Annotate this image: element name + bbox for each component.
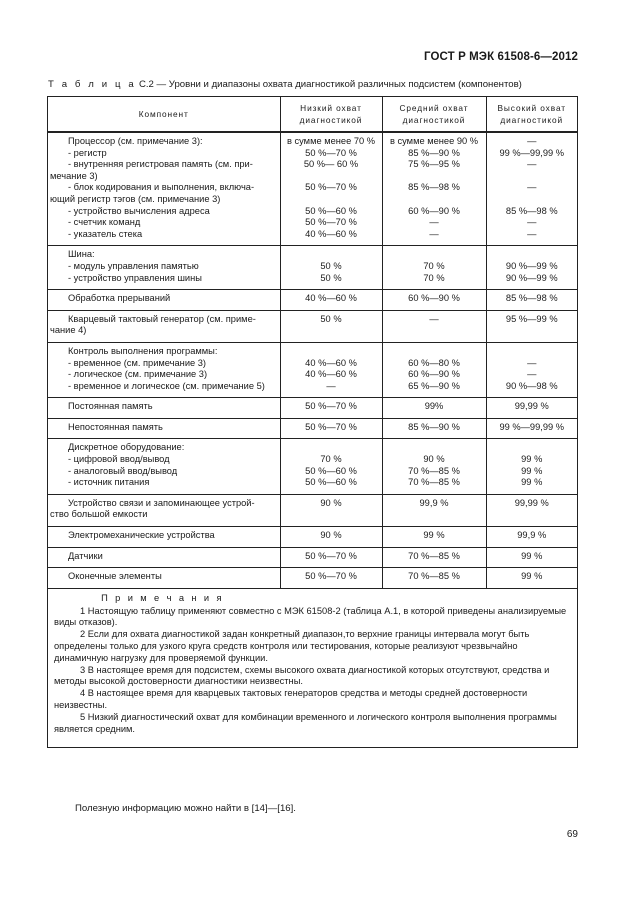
component-line: Кварцевый тактовый генератор (см. приме- <box>68 313 256 324</box>
coverage-value: — <box>326 380 336 391</box>
coverage-value: в сумме менее 70 % <box>286 136 376 146</box>
component-line: - модуль управления памятью <box>68 260 199 271</box>
coverage-value: 85 %—98 % <box>505 293 558 304</box>
coverage-value <box>283 325 380 337</box>
coverage-value: — <box>527 159 537 170</box>
coverage-value <box>385 171 484 183</box>
note-item: 1 Настоящую таблицу применяют совместно с МЭК 61508-2 (таблица А.1, в которой приведены анализируемые виды отказов). <box>54 605 567 628</box>
high-coverage-cell <box>486 547 577 568</box>
coverage-value: 65 %—90 % <box>408 380 460 391</box>
component-line: Датчики <box>68 550 103 561</box>
coverage-value: 85 %—98 % <box>408 182 460 193</box>
coverage-value: 75 %—95 % <box>408 159 460 170</box>
component-cell <box>48 439 280 494</box>
coverage-value <box>385 194 484 206</box>
table-caption <box>48 79 522 90</box>
coverage-value: 40 %—60 % <box>305 293 357 304</box>
coverage-value: 50 % <box>320 260 342 271</box>
component-line: - аналоговый ввод/вывод <box>68 465 178 476</box>
coverage-value: 99,99 % <box>514 497 549 508</box>
component-line: ющий регистр тэгов (см. примечание 3) <box>50 193 221 204</box>
coverage-value: 50 %—70 % <box>305 421 357 432</box>
high-coverage-cell <box>486 310 577 342</box>
coverage-value <box>385 249 484 261</box>
coverage-value <box>489 194 576 206</box>
notes-title: П р и м е ч а н и я <box>101 592 224 603</box>
component-line: - указатель стека <box>68 228 143 239</box>
coverage-value <box>489 249 576 261</box>
high-coverage-cell <box>486 132 577 246</box>
col-header-medium: Средний охват диагностикой <box>382 97 486 132</box>
component-line: чание 4) <box>50 325 87 336</box>
coverage-value: 50 %—60 % <box>305 477 357 488</box>
component-line: Непостоянная память <box>68 421 163 432</box>
coverage-value: 95 %—99 % <box>505 313 558 324</box>
high-coverage-cell <box>486 246 577 290</box>
component-line: - внутренняя регистровая память (см. при- <box>68 159 253 170</box>
coverage-value: 60 %—90 % <box>408 293 460 304</box>
coverage-value: 70 % <box>423 272 445 283</box>
component-cell <box>48 310 280 342</box>
component-line: Устройство связи и запоминающее устрой- <box>68 497 255 508</box>
component-line: Контроль выполнения программы: <box>68 345 218 356</box>
table-row <box>48 246 577 290</box>
coverage-value: 90 % <box>423 454 445 465</box>
low-coverage-cell <box>280 310 382 342</box>
col-header-low: Низкий охват диагностикой <box>280 97 382 132</box>
medium-coverage-cell <box>382 439 486 494</box>
coverage-value: 50 %—70 % <box>305 571 357 582</box>
medium-coverage-cell <box>382 547 486 568</box>
coverage-value <box>283 509 380 521</box>
component-line: - временное (см. примечание 3) <box>68 357 207 368</box>
coverage-value: в сумме менее 90 % <box>389 136 479 146</box>
coverage-value <box>385 509 484 521</box>
component-line: - источник питания <box>68 477 150 488</box>
component-line: - цифровой ввод/вывод <box>68 454 170 465</box>
component-line: - устройство управления шины <box>68 272 202 283</box>
coverage-value: 50 % <box>320 272 342 283</box>
table-row <box>48 132 577 246</box>
table-row <box>48 568 577 588</box>
coverage-value: 90 % <box>320 530 342 541</box>
coverage-value: 99 % <box>521 571 543 582</box>
coverage-value: 99 %—99,99 % <box>499 147 565 158</box>
high-coverage-cell <box>486 568 577 588</box>
high-coverage-cell <box>486 398 577 419</box>
coverage-value <box>283 442 380 454</box>
component-cell <box>48 494 280 526</box>
component-line: - временное и логическое (см. примечание 5) <box>68 380 265 391</box>
coverage-value: 50 %— 60 % <box>303 159 359 170</box>
coverage-value: 50 %—70 % <box>305 147 357 158</box>
low-coverage-cell <box>280 290 382 311</box>
coverage-value: 99 % <box>521 454 543 465</box>
coverage-value: 60 %—90 % <box>408 369 460 380</box>
table-row <box>48 418 577 439</box>
note-item: 3 В настоящее время для подсистем, схемы высокого охвата диагностикой которых отсутствуют, средства и методы высокой достоверности диагностики неизвестны. <box>54 664 550 687</box>
coverage-value: 99 % <box>521 477 543 488</box>
component-line: - счетчик команд <box>68 217 141 228</box>
medium-coverage-cell <box>382 310 486 342</box>
component-line: Процессор (см. примечание 3): <box>68 136 203 146</box>
coverage-value: 99 % <box>521 465 543 476</box>
table-row <box>48 290 577 311</box>
coverage-value: 50 %—60 % <box>305 205 357 216</box>
coverage-value: — <box>527 182 537 193</box>
component-line: ство большой емкости <box>50 509 148 520</box>
coverage-value: 60 %—80 % <box>408 357 460 368</box>
medium-coverage-cell <box>382 132 486 246</box>
component-line: - логическое (см. примечание 3) <box>68 369 208 380</box>
coverage-value: 50 %—60 % <box>305 465 357 476</box>
coverage-value <box>489 509 576 521</box>
component-line: - блок кодирования и выполнения, включа- <box>68 182 255 193</box>
component-cell <box>48 527 280 548</box>
component-line: Шина: <box>68 249 95 260</box>
table-row <box>48 398 577 419</box>
component-cell <box>48 418 280 439</box>
coverage-value: 90 % <box>320 497 342 508</box>
coverage-value: — <box>527 357 537 368</box>
component-line: Дискретное оборудование: <box>68 442 185 453</box>
coverage-value: 70 %—85 % <box>408 571 460 582</box>
component-line: Электромеханические устройства <box>68 530 215 541</box>
table-body <box>48 132 577 588</box>
table-row <box>48 342 577 397</box>
component-cell <box>48 342 280 397</box>
high-coverage-cell <box>486 439 577 494</box>
coverage-value: 99% <box>424 401 444 412</box>
note-item: 2 Если для охвата диагностикой задан конкретный диапазон,то верхние границы интервала могут быть определены только для узкого круга средств контроля или тестирования, которые реализуют чрезвычайно динамичную нагрузку для проверяемой функции. <box>54 629 530 663</box>
coverage-value: 40 %—60 % <box>305 228 357 239</box>
table-header-row <box>48 97 577 132</box>
low-coverage-cell <box>280 527 382 548</box>
notes-section <box>48 588 577 748</box>
coverage-value: 85 %—90 % <box>408 147 460 158</box>
low-coverage-cell <box>280 439 382 494</box>
coverage-value: 70 % <box>423 260 445 271</box>
note-item: 4 В настоящее время для кварцевых тактовых генераторов средства и методы средней достоверности неизвестны. <box>54 688 528 710</box>
coverage-value: 99,9 % <box>517 530 547 541</box>
coverage-value: — <box>429 313 439 324</box>
low-coverage-cell <box>280 494 382 526</box>
coverage-value: 85 %—98 % <box>505 205 558 216</box>
low-coverage-cell <box>280 568 382 588</box>
note-item: 5 Низкий диагностический охват для комбинации временного и логического контроля выполнения программы является средним. <box>54 711 557 734</box>
low-coverage-cell <box>280 547 382 568</box>
table-row <box>48 439 577 494</box>
col-header-high: Высокий охват диагностикой <box>486 97 577 132</box>
table-caption-text: С.2 — Уровни и диапазоны охвата диагностикой различных подсистем (компонентов) <box>138 79 522 90</box>
coverage-value: 50 % <box>320 313 342 324</box>
medium-coverage-cell <box>382 418 486 439</box>
low-coverage-cell <box>280 246 382 290</box>
coverage-value: 40 %—60 % <box>305 357 357 368</box>
coverage-value: 99 % <box>521 550 543 561</box>
high-coverage-cell <box>486 290 577 311</box>
coverage-value: 85 %—90 % <box>408 421 460 432</box>
coverage-value: — <box>527 217 537 228</box>
component-cell <box>48 290 280 311</box>
medium-coverage-cell <box>382 398 486 419</box>
coverage-value <box>489 442 576 454</box>
coverage-value: 70 % <box>320 454 342 465</box>
coverage-table <box>47 96 578 748</box>
component-cell <box>48 132 280 246</box>
coverage-value: 50 %—70 % <box>305 550 357 561</box>
component-line: Постоянная память <box>68 401 153 412</box>
component-line: Оконечные элементы <box>68 571 162 582</box>
coverage-value: 50 %—70 % <box>305 401 357 412</box>
coverage-value <box>385 325 484 337</box>
low-coverage-cell <box>280 418 382 439</box>
component-line: мечание 3) <box>50 170 98 181</box>
coverage-value: — <box>429 217 439 228</box>
coverage-value: — <box>527 228 537 239</box>
component-line: - устройство вычисления адреса <box>68 205 210 216</box>
medium-coverage-cell <box>382 342 486 397</box>
coverage-value: — <box>429 228 439 239</box>
medium-coverage-cell <box>382 246 486 290</box>
coverage-value <box>283 194 380 206</box>
coverage-value <box>385 442 484 454</box>
table-caption-label: Т а б л и ц а <box>48 79 137 90</box>
coverage-value: 70 %—85 % <box>408 465 460 476</box>
coverage-value: 90 %—99 % <box>505 272 558 283</box>
component-line: Обработка прерываний <box>68 293 171 304</box>
col-header-component: Компонент <box>48 97 280 132</box>
high-coverage-cell <box>486 527 577 548</box>
coverage-value: 99,99 % <box>514 401 549 412</box>
component-cell <box>48 398 280 419</box>
coverage-value <box>489 325 576 337</box>
component-line: - регистр <box>68 147 107 158</box>
medium-coverage-cell <box>382 290 486 311</box>
low-coverage-cell <box>280 342 382 397</box>
coverage-value: 60 %—90 % <box>408 205 460 216</box>
footnote: Полезную информацию можно найти в [14]—[16]. <box>75 803 296 814</box>
high-coverage-cell <box>486 418 577 439</box>
coverage-value: 90 %—99 % <box>505 260 558 271</box>
coverage-value <box>283 346 380 358</box>
coverage-value: 50 %—70 % <box>305 217 357 228</box>
coverage-value: 70 %—85 % <box>408 477 460 488</box>
table-row <box>48 527 577 548</box>
coverage-value <box>385 346 484 358</box>
component-cell <box>48 246 280 290</box>
coverage-value: 99 % <box>423 530 445 541</box>
low-coverage-cell <box>280 398 382 419</box>
table-row <box>48 494 577 526</box>
coverage-value: 90 %—98 % <box>505 380 558 391</box>
coverage-value <box>283 171 380 183</box>
coverage-value <box>283 249 380 261</box>
medium-coverage-cell <box>382 568 486 588</box>
component-cell <box>48 547 280 568</box>
table-row <box>48 310 577 342</box>
coverage-value: 40 %—60 % <box>305 369 357 380</box>
coverage-value: 70 %—85 % <box>408 550 460 561</box>
coverage-value: — <box>527 369 537 380</box>
coverage-value: 99,9 % <box>419 497 449 508</box>
coverage-value <box>489 346 576 358</box>
coverage-value: 50 %—70 % <box>305 182 357 193</box>
page-number: 69 <box>566 829 578 840</box>
coverage-value <box>489 171 576 183</box>
high-coverage-cell <box>486 342 577 397</box>
medium-coverage-cell <box>382 527 486 548</box>
medium-coverage-cell <box>382 494 486 526</box>
table-row <box>48 547 577 568</box>
page-header-standard: ГОСТ Р МЭК 61508-6—2012 <box>424 51 578 63</box>
coverage-value: 99 %—99,99 % <box>499 421 565 432</box>
component-cell <box>48 568 280 588</box>
high-coverage-cell <box>486 494 577 526</box>
low-coverage-cell <box>280 132 382 246</box>
coverage-value: — <box>527 136 537 146</box>
